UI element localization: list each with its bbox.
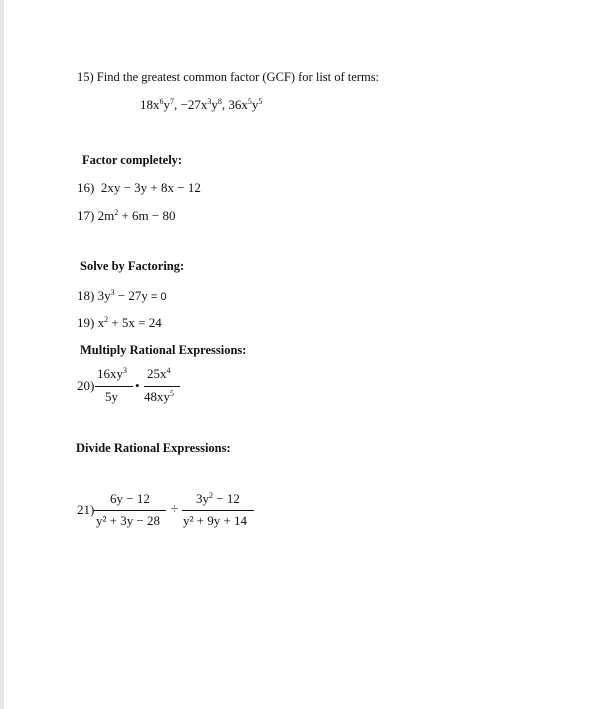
problem-text: Find the greatest common factor (GCF) for list of terms: bbox=[96, 70, 380, 84]
exponent: 3 bbox=[110, 288, 115, 297]
divide-heading: Divide Rational Expressions: bbox=[76, 441, 231, 455]
term-part: , −27x bbox=[174, 97, 208, 112]
denominator: y² + 9y + 14 bbox=[183, 513, 248, 528]
fraction-bar bbox=[95, 386, 133, 387]
problem-16 bbox=[77, 180, 201, 196]
expression-part: x bbox=[97, 315, 105, 330]
problem-18 bbox=[77, 288, 167, 304]
term-part: y bbox=[251, 97, 259, 112]
fraction-bar bbox=[144, 386, 180, 387]
page-edge bbox=[0, 0, 4, 709]
exponent: 8 bbox=[217, 97, 222, 106]
term-part: y bbox=[163, 97, 170, 112]
denominator: y² + 3y − 28 bbox=[96, 513, 161, 528]
exponent: 2 bbox=[114, 208, 119, 217]
expression-part: 3y bbox=[97, 288, 111, 303]
numerator: $16xy^3$ bbox=[97, 366, 127, 381]
solve-heading: Solve by Factoring: bbox=[80, 259, 185, 273]
term-part: y bbox=[211, 97, 218, 112]
factor-heading: Factor completely: bbox=[82, 153, 183, 167]
problem-17 bbox=[77, 208, 176, 224]
problem-19 bbox=[77, 315, 162, 331]
numerator: $3y^2 - 12$ bbox=[196, 491, 240, 506]
fraction-bar bbox=[182, 510, 254, 511]
exponent: 6 bbox=[159, 97, 164, 106]
problem-number: 15) bbox=[77, 70, 94, 84]
problem-number: 18) bbox=[77, 288, 95, 303]
term-part: , 36x bbox=[221, 97, 248, 112]
exponent: 2 bbox=[104, 315, 109, 324]
denominator: 5y bbox=[105, 389, 118, 404]
exponent: 7 bbox=[170, 97, 174, 106]
exponent: 3 bbox=[207, 97, 212, 106]
term-part: 18x bbox=[140, 97, 160, 112]
problem-number: 17) bbox=[77, 208, 95, 223]
problem-number-21: 21) bbox=[77, 502, 95, 517]
numerator: 6y − 12 bbox=[110, 491, 150, 506]
expression-part: − 27y bbox=[114, 288, 148, 303]
expression: 2xy − 3y + 8x − 12 bbox=[100, 180, 201, 195]
exponent: 5 bbox=[258, 97, 263, 106]
multiply-dot: • bbox=[135, 378, 140, 393]
fraction-bar bbox=[94, 510, 166, 511]
equals-zero: = 0 bbox=[147, 291, 167, 303]
expression-part: + 5x = 24 bbox=[108, 315, 162, 330]
expression-part: 2m bbox=[97, 208, 115, 223]
problem-number-20: 20) bbox=[77, 378, 95, 393]
gcf-terms bbox=[140, 97, 262, 113]
numerator: $25x^4$ bbox=[147, 366, 171, 381]
exponent: 5 bbox=[247, 97, 252, 106]
problem-number: 19) bbox=[77, 315, 95, 330]
multiply-heading: Multiply Rational Expressions: bbox=[80, 343, 247, 357]
divide-sign: ÷ bbox=[171, 501, 179, 516]
expression-part: + 6m − 80 bbox=[118, 208, 176, 223]
problem-15 bbox=[77, 70, 379, 85]
denominator: $48xy^5$ bbox=[144, 389, 174, 404]
problem-number: 16) bbox=[77, 180, 95, 195]
